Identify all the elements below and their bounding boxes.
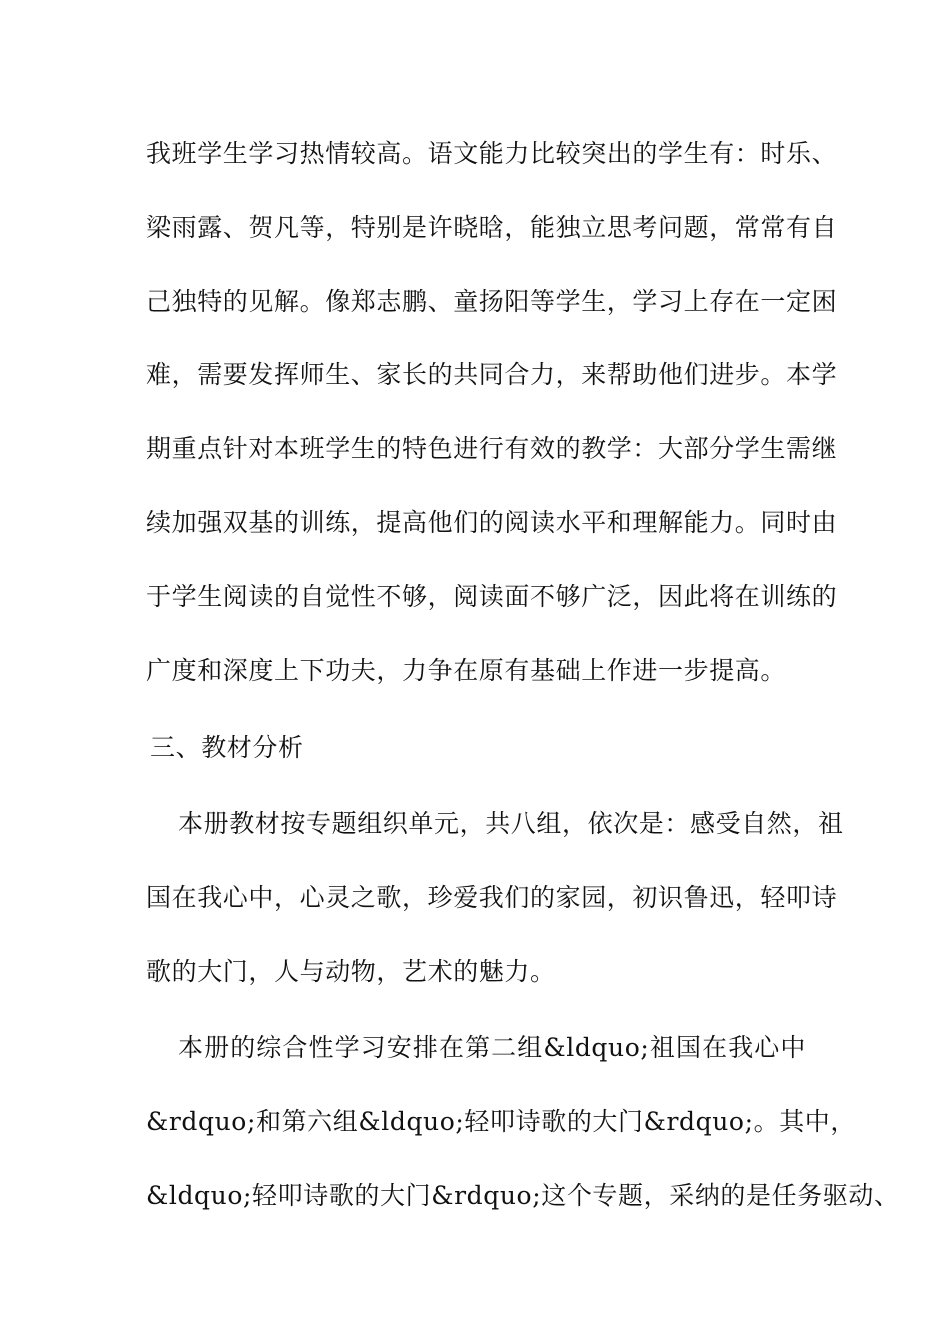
paragraph-line: 期重点针对本班学生的特色进行有效的教学：大部分学生需继 <box>146 434 838 463</box>
paragraph-line: 梁雨露、贺凡等，特别是许晓晗，能独立思考问题，常常有自 <box>146 213 838 242</box>
paragraph-line: 广度和深度上下功夫，力争在原有基础上作进一步提高。 <box>146 656 787 685</box>
paragraph-line: 我班学生学习热情较高。语文能力比较突出的学生有：时乐、 <box>146 139 838 168</box>
paragraph-line: &ldquo;轻叩诗歌的大门&rdquo;这个专题，采纳的是任务驱动、 <box>146 1181 900 1210</box>
paragraph-line: 己独特的见解。像郑志鹏、童扬阳等学生，学习上存在一定困 <box>146 287 838 316</box>
paragraph-line: 难，需要发挥师生、家长的共同合力，来帮助他们进步。本学 <box>146 360 838 389</box>
section-heading: 三、教材分析 <box>150 733 304 762</box>
paragraph-line: 本册教材按专题组织单元，共八组，依次是：感受自然，祖 <box>178 809 844 838</box>
paragraph-line: 歌的大门，人与动物，艺术的魅力。 <box>146 957 556 986</box>
paragraph-line: 续加强双基的训练，提高他们的阅读水平和理解能力。同时由 <box>146 508 838 537</box>
paragraph-line: &rdquo;和第六组&ldquo;轻叩诗歌的大门&rdquo;。其中， <box>146 1107 857 1136</box>
paragraph-line: 于学生阅读的自觉性不够，阅读面不够广泛，因此将在训练的 <box>146 582 838 611</box>
paragraph-line: 本册的综合性学习安排在第二组&ldquo;祖国在我心中 <box>178 1033 806 1062</box>
paragraph-line: 国在我心中，心灵之歌，珍爱我们的家园，初识鲁迅，轻叩诗 <box>146 883 838 912</box>
